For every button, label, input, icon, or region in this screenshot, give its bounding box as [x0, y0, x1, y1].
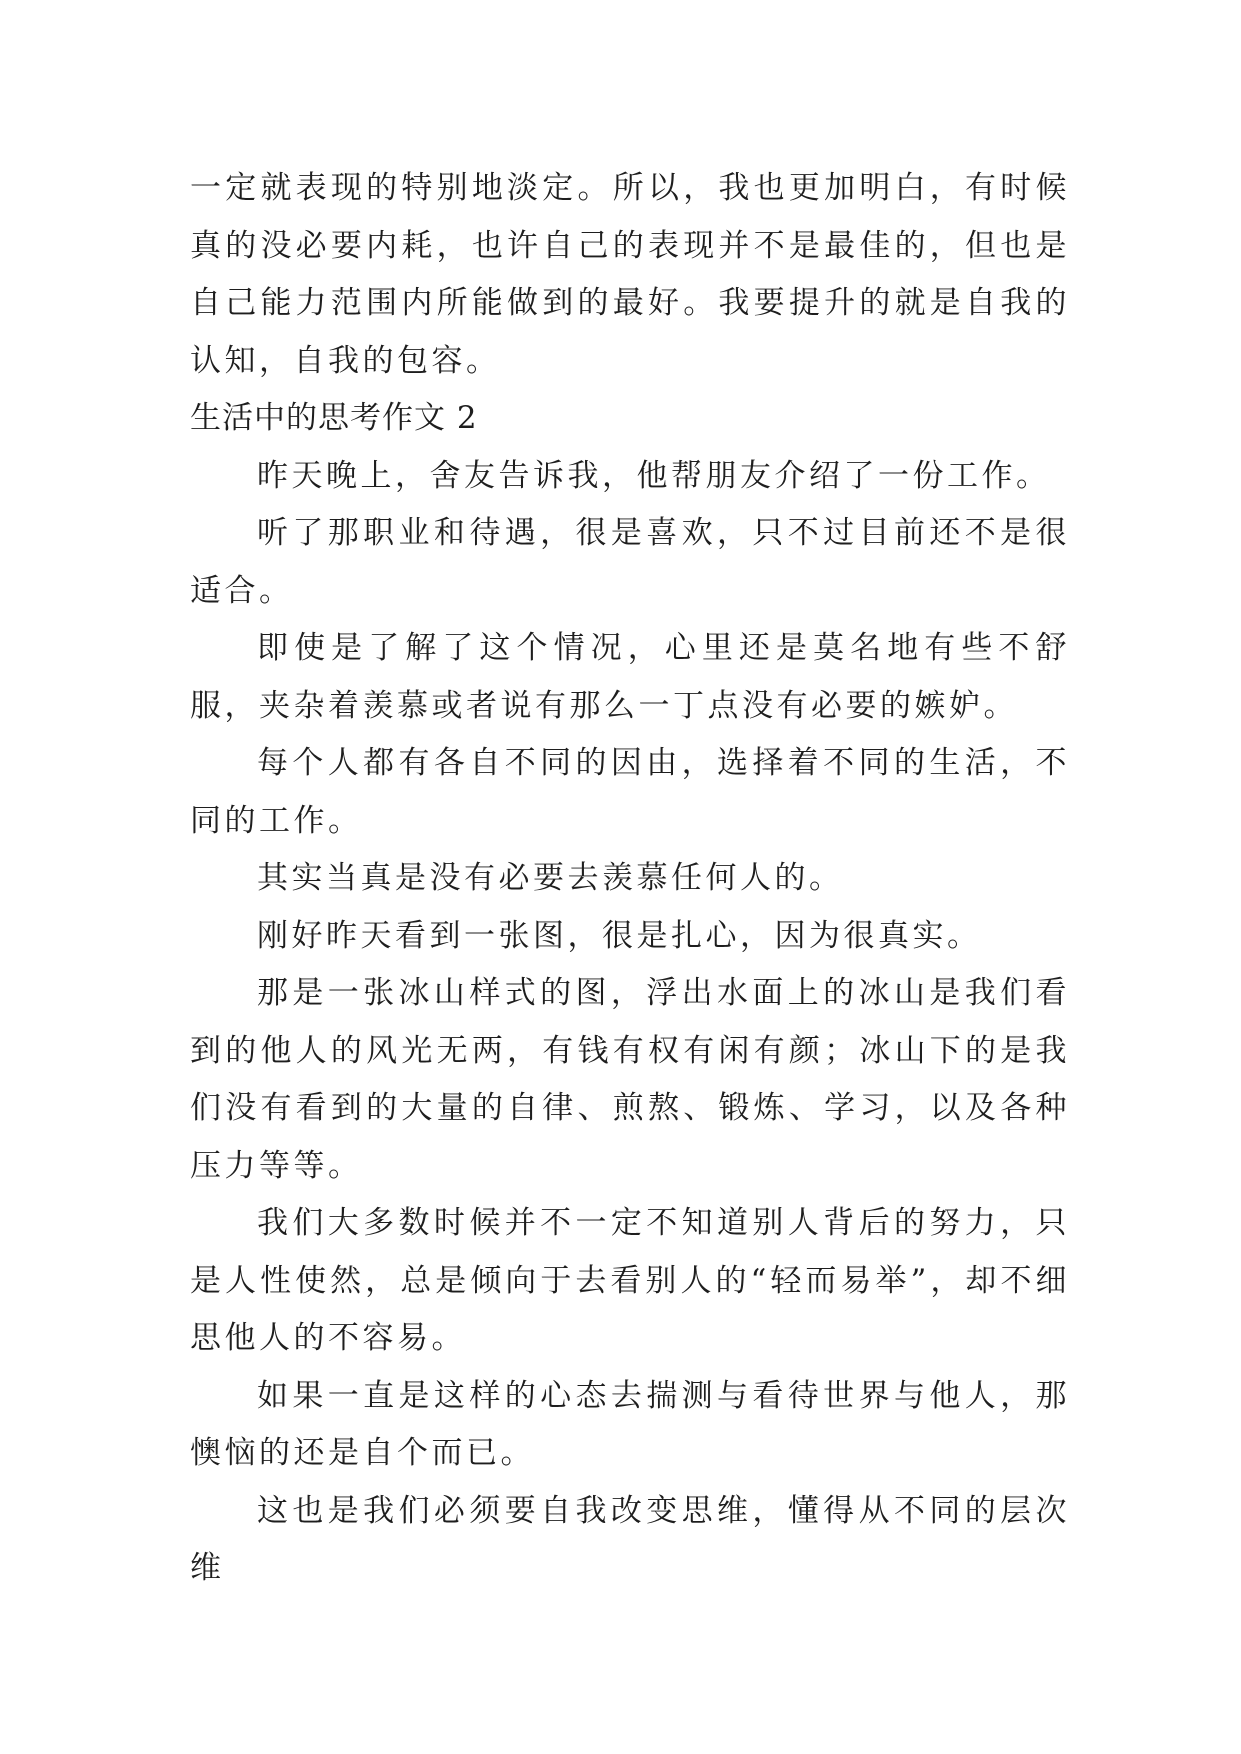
paragraph: 即使是了解了这个情况，心里还是莫名地有些不舒服，夹杂着羡慕或者说有那么一丁点没有必要的嫉妒。: [190, 630, 1070, 724]
paragraph: 这也是我们必须要自我改变思维，懂得从不同的层次维: [190, 1492, 1070, 1586]
essay-heading: 生活中的思考作文 2: [190, 400, 478, 436]
document-body: [190, 160, 1070, 1598]
lead-paragraph: 一定就表现的特别地淡定。所以，我也更加明白，有时候真的没必要内耗，也许自己的表现并不是最佳的，但也是自己能力范围内所能做到的最好。我要提升的就是自我的认知，自我的包容。: [190, 170, 1070, 379]
paragraph: 听了那职业和待遇，很是喜欢，只不过目前还不是很适合。: [190, 515, 1070, 609]
paragraph: 如果一直是这样的心态去揣测与看待世界与他人，那懊恼的还是自个而已。: [190, 1377, 1070, 1471]
paragraph: 刚好昨天看到一张图，很是扎心，因为很真实。: [257, 917, 982, 954]
paragraph: 昨天晚上，舍友告诉我，他帮朋友介绍了一份工作。: [257, 457, 1051, 494]
paragraph: 那是一张冰山样式的图，浮出水面上的冰山是我们看到的他人的风光无两，有钱有权有闲有颜；冰山下的是我们没有看到的大量的自律、煎熬、锻炼、学习，以及各种压力等等。: [190, 975, 1070, 1184]
paragraph: 每个人都有各自不同的因由，选择着不同的生活，不同的工作。: [190, 745, 1070, 839]
paragraph: 其实当真是没有必要去羡慕任何人的。: [257, 860, 844, 896]
paragraph: 我们大多数时候并不一定不知道别人背后的努力，只是人性使然，总是倾向于去看别人的“轻而易举”，却不细思他人的不容易。: [190, 1205, 1070, 1356]
